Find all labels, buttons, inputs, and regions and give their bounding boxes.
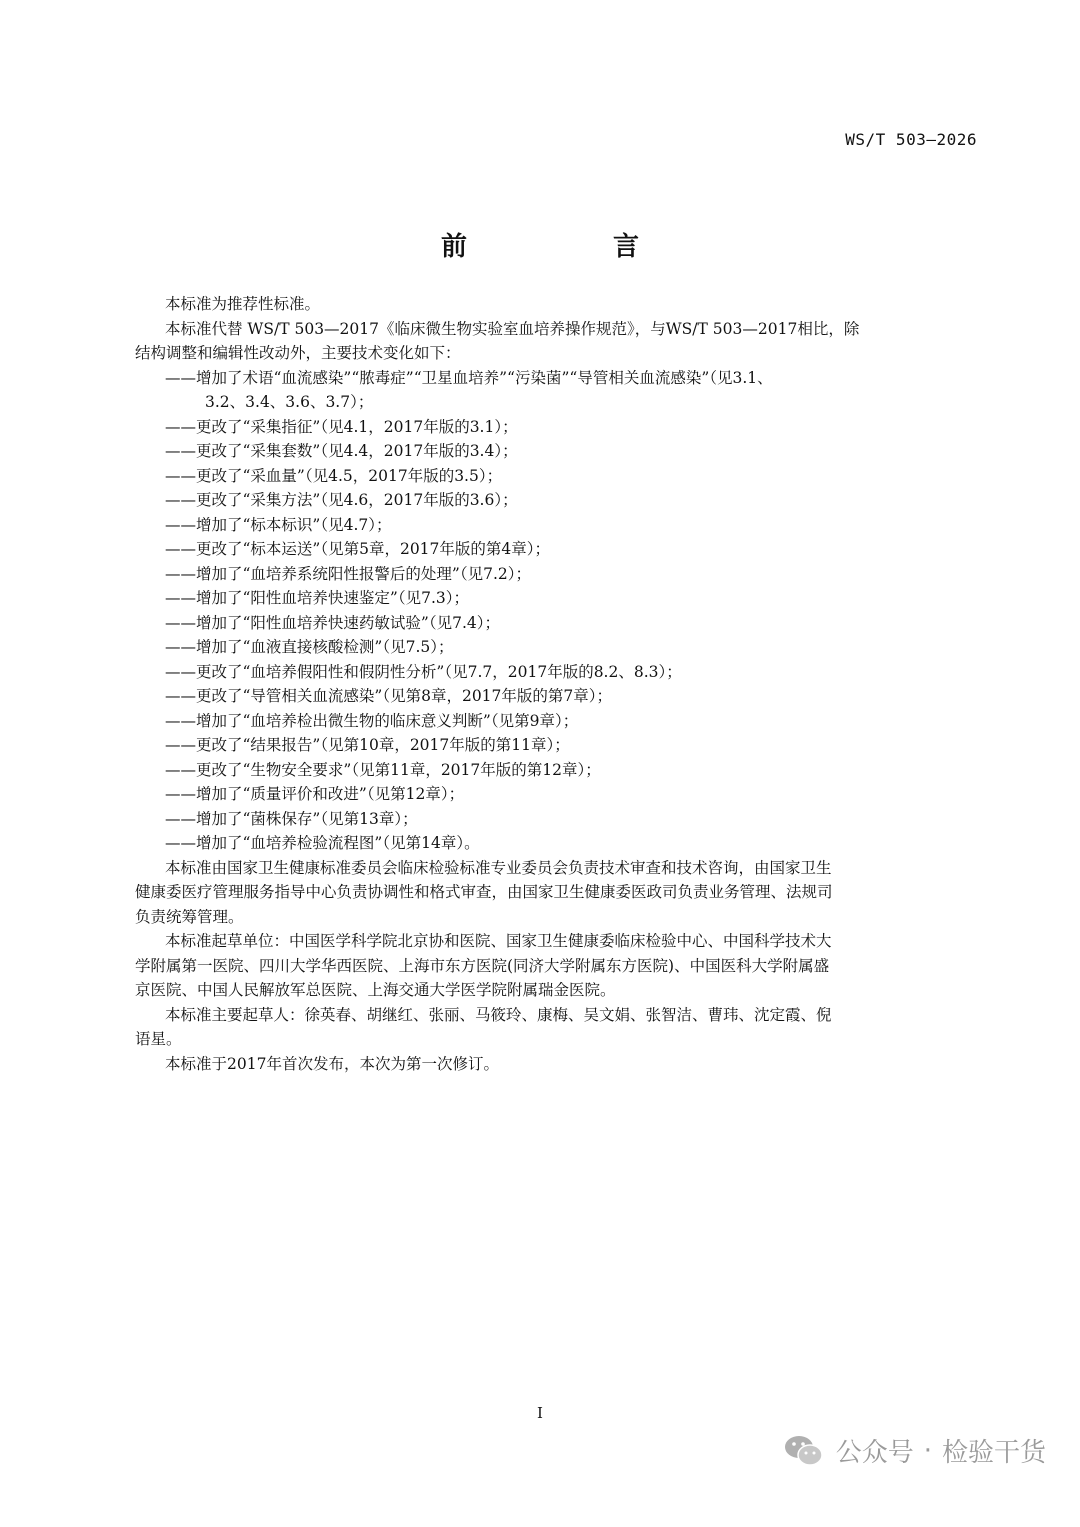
- list-item: ——更改了“血培养假阳性和假阴性分析”（见7.7，2017年版的8.2、8.3）；: [165, 662, 682, 681]
- paragraph-review-line2: 健康委医疗管理服务指导中心负责协调性和格式审查，由国家卫生健康委医政司负责业务管理、法规司: [135, 883, 833, 901]
- list-item: ——增加了“血培养系统阳性报警后的处理”（见7.2）；: [165, 564, 531, 583]
- list-item: ——增加了“标本标识”（见4.7）；: [165, 515, 392, 534]
- list-item: ——更改了“采集方法”（见4.6，2017年版的3.6）；: [165, 491, 518, 509]
- foreword-body: [135, 292, 980, 1076]
- list-item: ——更改了“生物安全要求”（见第11章，2017年版的第12章）；: [165, 760, 601, 779]
- paragraph-drafters-line2: 语星。: [135, 1030, 182, 1048]
- list-item: ——更改了“采血量”（见4.5，2017年版的3.5）；: [165, 466, 503, 485]
- wechat-icon: [784, 1434, 824, 1468]
- list-item: ——更改了“导管相关血流感染”（见第8章，2017年版的第7章）；: [165, 687, 613, 705]
- watermark: [784, 1432, 1046, 1469]
- list-item: 3.2、3.4、3.6、3.7）；: [205, 393, 374, 411]
- list-item: ——增加了“菌株保存”（见第13章）；: [165, 809, 418, 828]
- paragraph-drafting-units-line3: 京医院、中国人民解放军总医院、上海交通大学医学院附属瑞金医院。: [135, 981, 616, 999]
- page-number: I: [537, 1404, 543, 1422]
- list-item: ——增加了“血培养检验流程图”（见第14章）。: [165, 834, 480, 852]
- watermark-separator: ·: [923, 1435, 932, 1466]
- paragraph-drafting-units-line2: 学附属第一医院、四川大学华西医院、上海市东方医院(同济大学附属东方医院)、中国医科大学附属盛: [135, 956, 830, 975]
- paragraph-review-line1: 本标准由国家卫生健康标准委员会临床检验标准专业委员会负责技术审查和技术咨询，由国家卫生: [165, 858, 832, 877]
- changes-list: [165, 366, 980, 856]
- paragraph-recommended: 本标准为推荐性标准。: [165, 295, 321, 313]
- list-item: ——增加了“阳性血培养快速鉴定”（见7.3）；: [165, 589, 469, 607]
- list-item: ——增加了“阳性血培养快速药敏试验”（见7.4）；: [165, 613, 500, 632]
- paragraph-review-line3: 负责统筹管理。: [135, 907, 244, 926]
- standard-code: WS/T 503—2026: [845, 130, 977, 149]
- list-item: ——更改了“采集指征”（见4.1，2017年版的3.1）；: [165, 417, 518, 436]
- list-item: ——更改了“结果报告”（见第10章，2017年版的第11章）；: [165, 736, 570, 754]
- list-item: ——增加了“血培养检出微生物的临床意义判断”（见第9章）；: [165, 711, 579, 730]
- paragraph-replaces-line1: 本标准代替 WS/T 503—2017《临床微生物实验室血培养操作规范》，与WS/T 503—2017相比，除: [165, 319, 860, 338]
- page-title: 前 言: [440, 232, 699, 262]
- paragraph-drafting-units-line1: 本标准起草单位：中国医学科学院北京协和医院、国家卫生健康委临床检验中心、中国科学技术大: [165, 932, 832, 950]
- paragraph-history: 本标准于2017年首次发布，本次为第一次修订。: [165, 1054, 499, 1073]
- list-item: ——更改了“采集套数”（见4.4，2017年版的3.4）；: [165, 442, 518, 460]
- list-item: ——增加了术语“血流感染”“脓毒症”“卫星血培养”“污染菌”“导管相关血流感染”（见3.1、: [165, 368, 773, 387]
- list-item: ——更改了“标本运送”（见第5章，2017年版的第4章）；: [165, 540, 551, 558]
- list-item: ——增加了“质量评价和改进”（见第12章）；: [165, 785, 465, 803]
- watermark-label-name: 检验干货: [941, 1438, 1046, 1468]
- watermark-label-account: 公众号: [835, 1438, 914, 1468]
- paragraph-replaces-line2: 结构调整和编辑性改动外，主要技术变化如下：: [135, 344, 461, 362]
- paragraph-drafters-line1: 本标准主要起草人：徐英春、胡继红、张丽、马筱玲、康梅、吴文娟、张智洁、曹玮、沈定霞、倪: [165, 1005, 832, 1024]
- list-item: ——增加了“血液直接核酸检测”（见7.5）；: [165, 638, 454, 656]
